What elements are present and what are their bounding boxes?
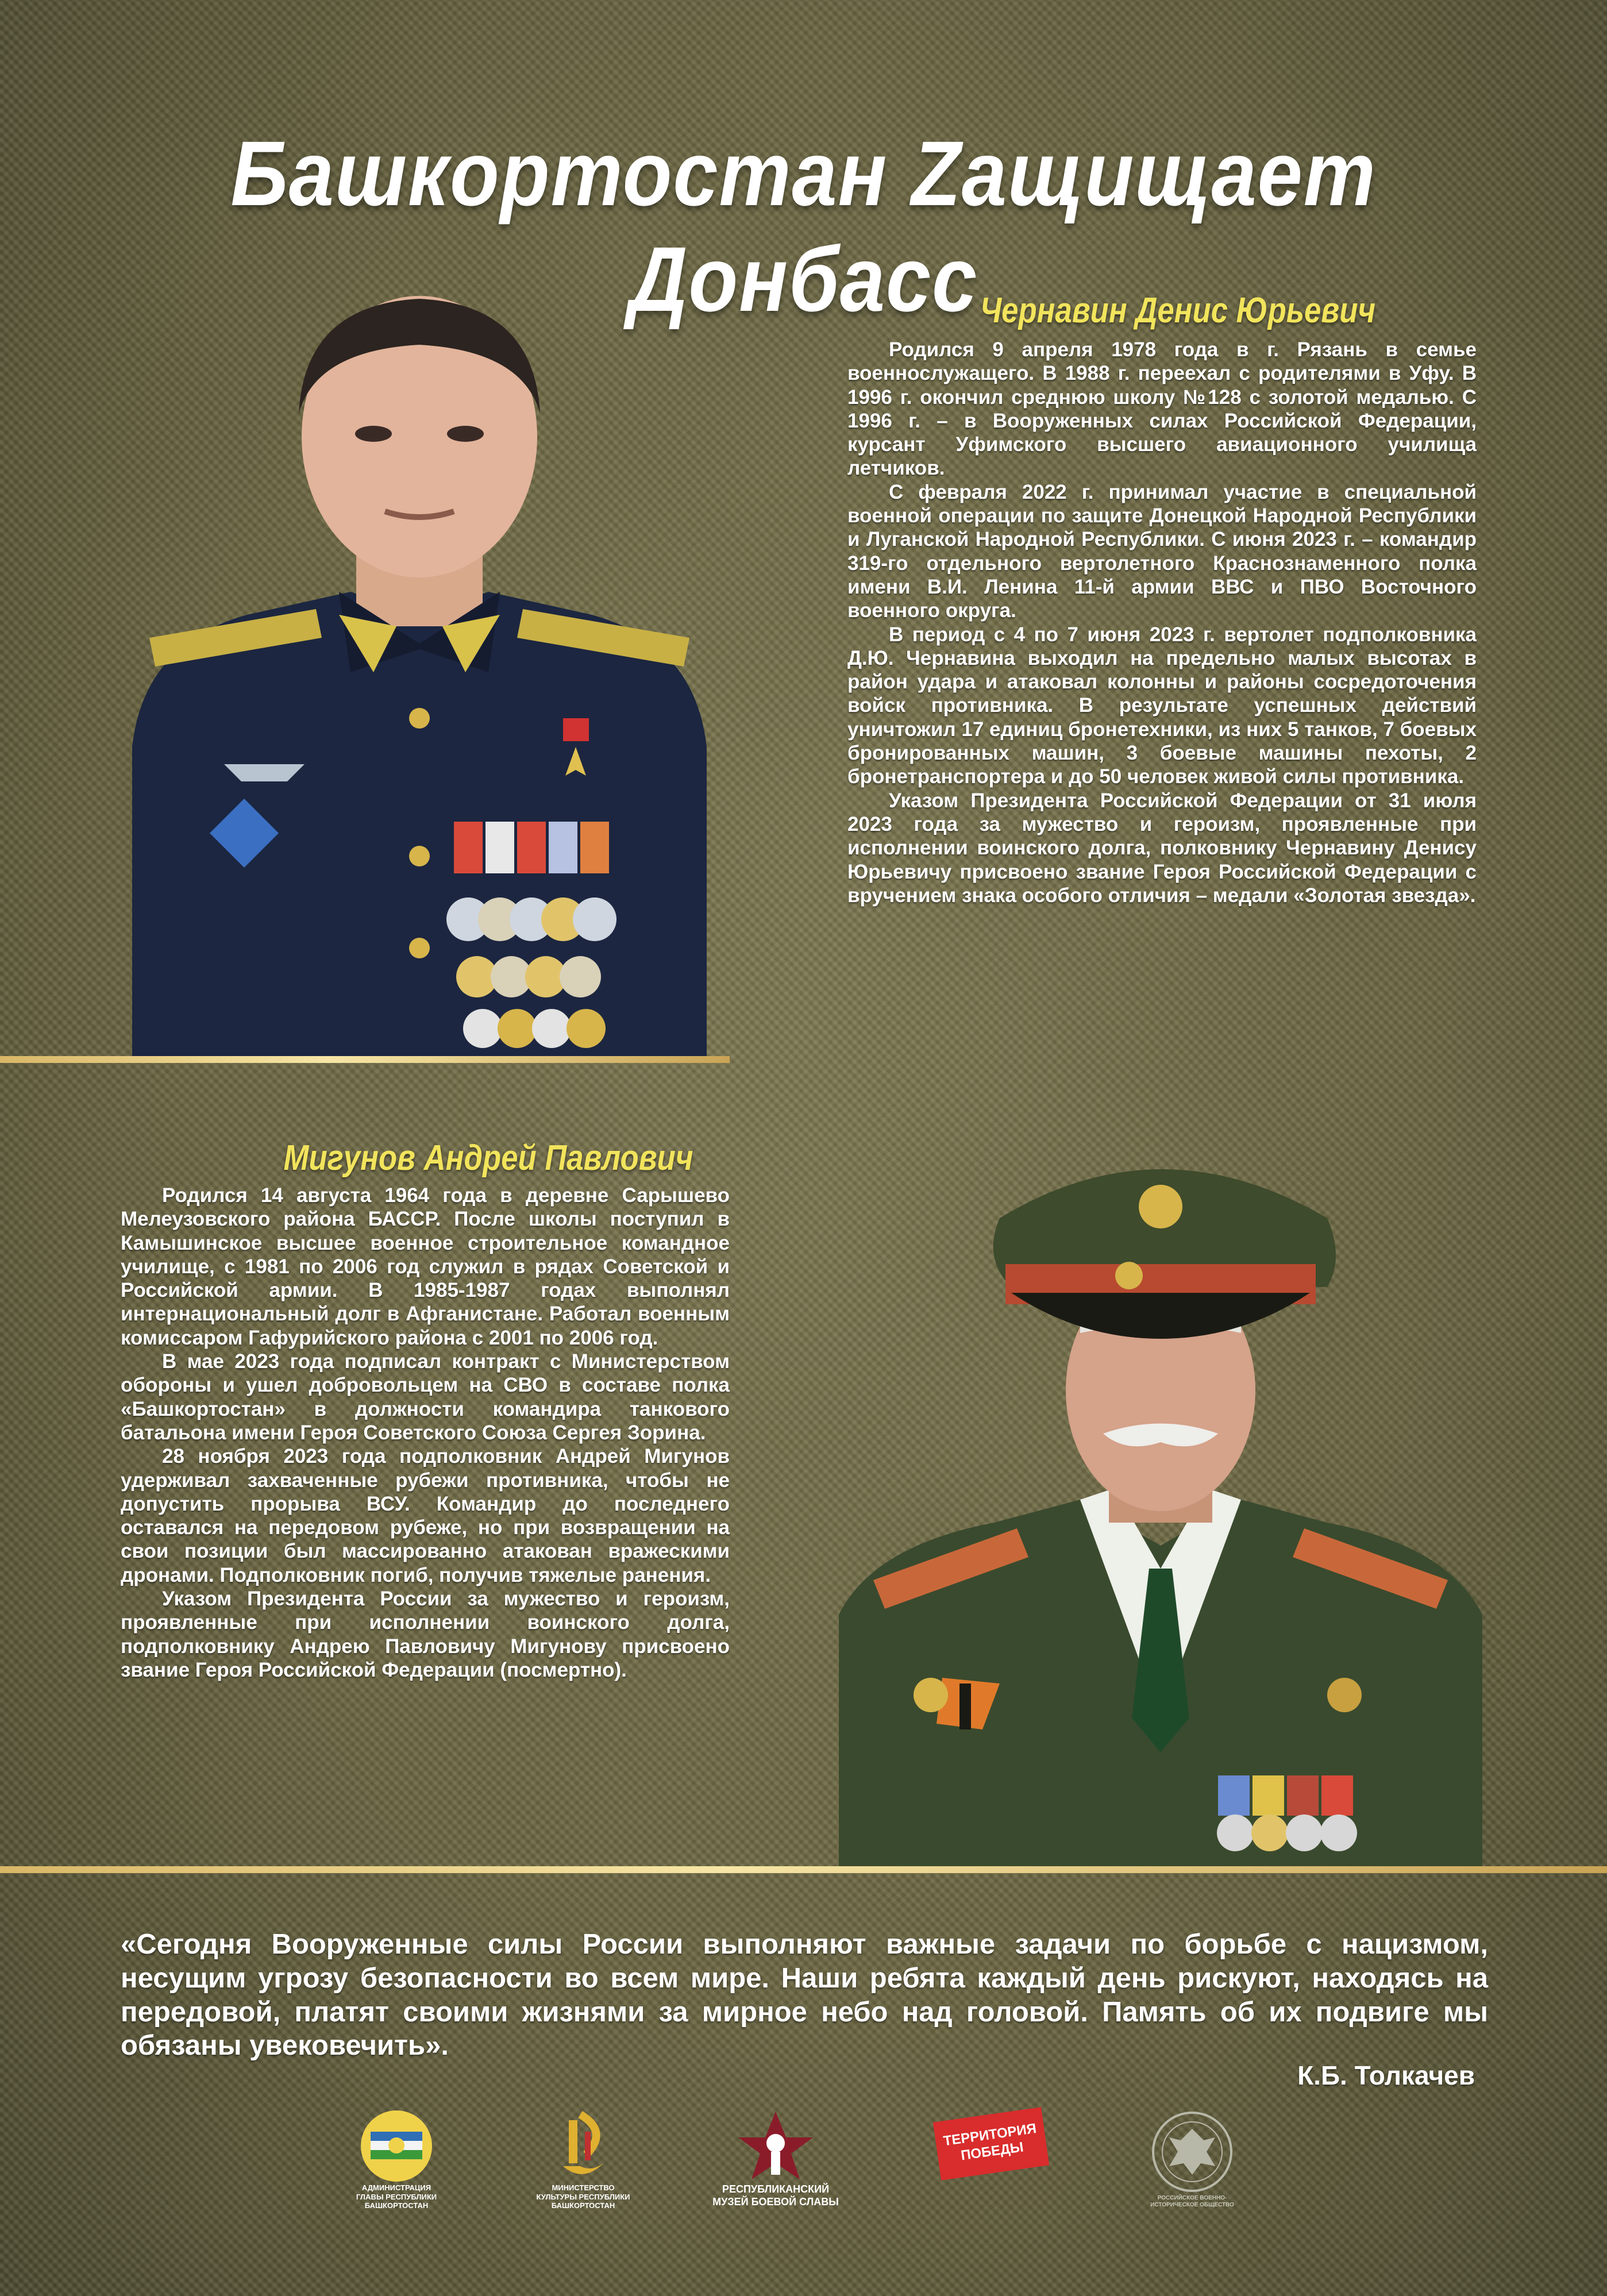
hero1-paragraph: Указом Президента Российской Федерации от 31 июля 2023 года за мужество и героизм, проявленные при исполнении воинского долга, полковнику Чернавину Денису Юрьевичу присвоено звание Героя Российской Федерации с вручением знака особого отличия – медали «Золотая звезда». — [847, 789, 1477, 907]
logo-museum-caption-2: МУЗЕЙ БОЕВОЙ СЛАВЫ — [712, 2195, 839, 2208]
quote-text: «Сегодня Вооруженные силы России выполняют важные задачи по борьбе с нацизмом, несущим угрозу безопасности во всем мире. Наши ребята каждый день рискуют, находясь на передовой, платят своими жизнями за мирное небо над головой. Память об их подвиге мы обязаны увековечить». — [121, 1929, 1488, 2062]
hero1-bio — [847, 338, 1477, 907]
logo-administration-caption: АДМИНИСТРАЦИЯ ГЛАВЫ РЕСПУБЛИКИ БАШКОРТОСТАН — [356, 2183, 437, 2210]
hero2-paragraph: В мае 2023 года подписал контракт с Министерством обороны и ушел добровольцем на СВО в составе полка «Башкортостан» в должности командира танкового батальона имени Героя Советского Союза Сергея Зорина. — [121, 1350, 730, 1444]
logo-society-caption: РОССИЙСКОЕ ВОЕННО-ИСТОРИЧЕСКОЕ ОБЩЕСТВО — [1150, 2195, 1234, 2208]
logo-territory-victory — [934, 2114, 1049, 2173]
hero1-paragraph: Родился 9 апреля 1978 года в г. Рязань в семье военнослужащего. В 1988 г. переехал с родителями в Уфу. В 1996 г. окончил среднюю школу №128 с золотой медалью. С 1996 г. – в Вооруженных силах Российской Федерации, курсант Уфимского высшего авиационного училища летчиков. — [847, 338, 1477, 480]
logo-museum-caption-1: РЕСПУБЛИКАНСКИЙ — [722, 2183, 830, 2195]
logo-administration — [350, 2109, 442, 2210]
portrait-migunov — [839, 1143, 1482, 1867]
hero1-paragraph: В период с 4 по 7 июня 2023 г. вертолет подполковника Д.Ю. Чернавина выходил на предельно малых высотах в район удара и атаковал колонны и районы сосредоточения войск противника. В результате успешных действий уничтожил 17 единиц бронетехники, из них 5 танков, 7 боевых бронированных машин, 3 боевые машины пехоты, 2 бронетранспортера и до 50 человек живой силы противника. — [847, 623, 1477, 788]
quote-author: К.Б. Толкачев — [1297, 2060, 1475, 2090]
hero2-paragraph: 28 ноября 2023 года подполковник Андрей Мигунов удерживал захваченные рубежи противника, чтобы не допустить прорыва ВСУ. Командир до последнего оставался на передовом рубеже, но при возвращении на свои позиции был массированно атакован вражескими дронами. Подполковник погиб, получив тяжелые ранения. — [121, 1445, 730, 1586]
logo-museum — [707, 2109, 845, 2208]
hero2-name: Мигунов Андрей Павлович — [283, 1138, 693, 1178]
divider-gold-2 — [0, 1866, 1607, 1873]
hero2-paragraph: Указом Президента России за мужество и героизм, проявленные при исполнении воинского долга, подполковнику Андрею Павловичу Мигунову присвоено звание Героя Российской Федерации (посмертно). — [121, 1588, 730, 1681]
hero2-paragraph: Родился 14 августа 1964 года в деревне Сарышево Мелеузовского района БАССР. После школы поступил в Камышинское высшее военное строительное командное училище, с 1981 по 2006 год служил в рядах Советской и Российской армии. В 1985-1987 годах выполнял интернациональный долг в Афганистане. Работал военным комиссаром Гафурийского района с 2001 по 2006 год. — [121, 1184, 730, 1349]
logo-territory-banner: ТЕРРИТОРИЯ ПОБЕДЫ — [933, 2107, 1049, 2180]
hero2-bio — [121, 1184, 730, 1682]
page-title: Башкортостан Zащищает Донбасс — [230, 122, 1377, 330]
portrait-chernavin — [132, 270, 707, 1057]
hero1-name: Чернавин Денис Юрьевич — [980, 291, 1376, 330]
hero1-paragraph: С февраля 2022 г. принимал участие в специальной военной операции по защите Донецкой Народной Республики и Луганской Народной Республики. С июня 2023 г. – командир 319-го отдельного вертолетного Краснознаменного полка имени В.И. Ленина 11-й армии ВВС и ПВО Восточного военного округа. — [847, 480, 1477, 622]
divider-gold-1 — [0, 1056, 730, 1063]
logo-culture-caption: МИНИСТЕРСТВО КУЛЬТУРЫ РЕСПУБЛИКИ БАШКОРТОСТАН — [536, 2183, 630, 2210]
logo-culture-ministry — [534, 2109, 632, 2210]
logo-military-history-society — [1143, 2109, 1241, 2209]
